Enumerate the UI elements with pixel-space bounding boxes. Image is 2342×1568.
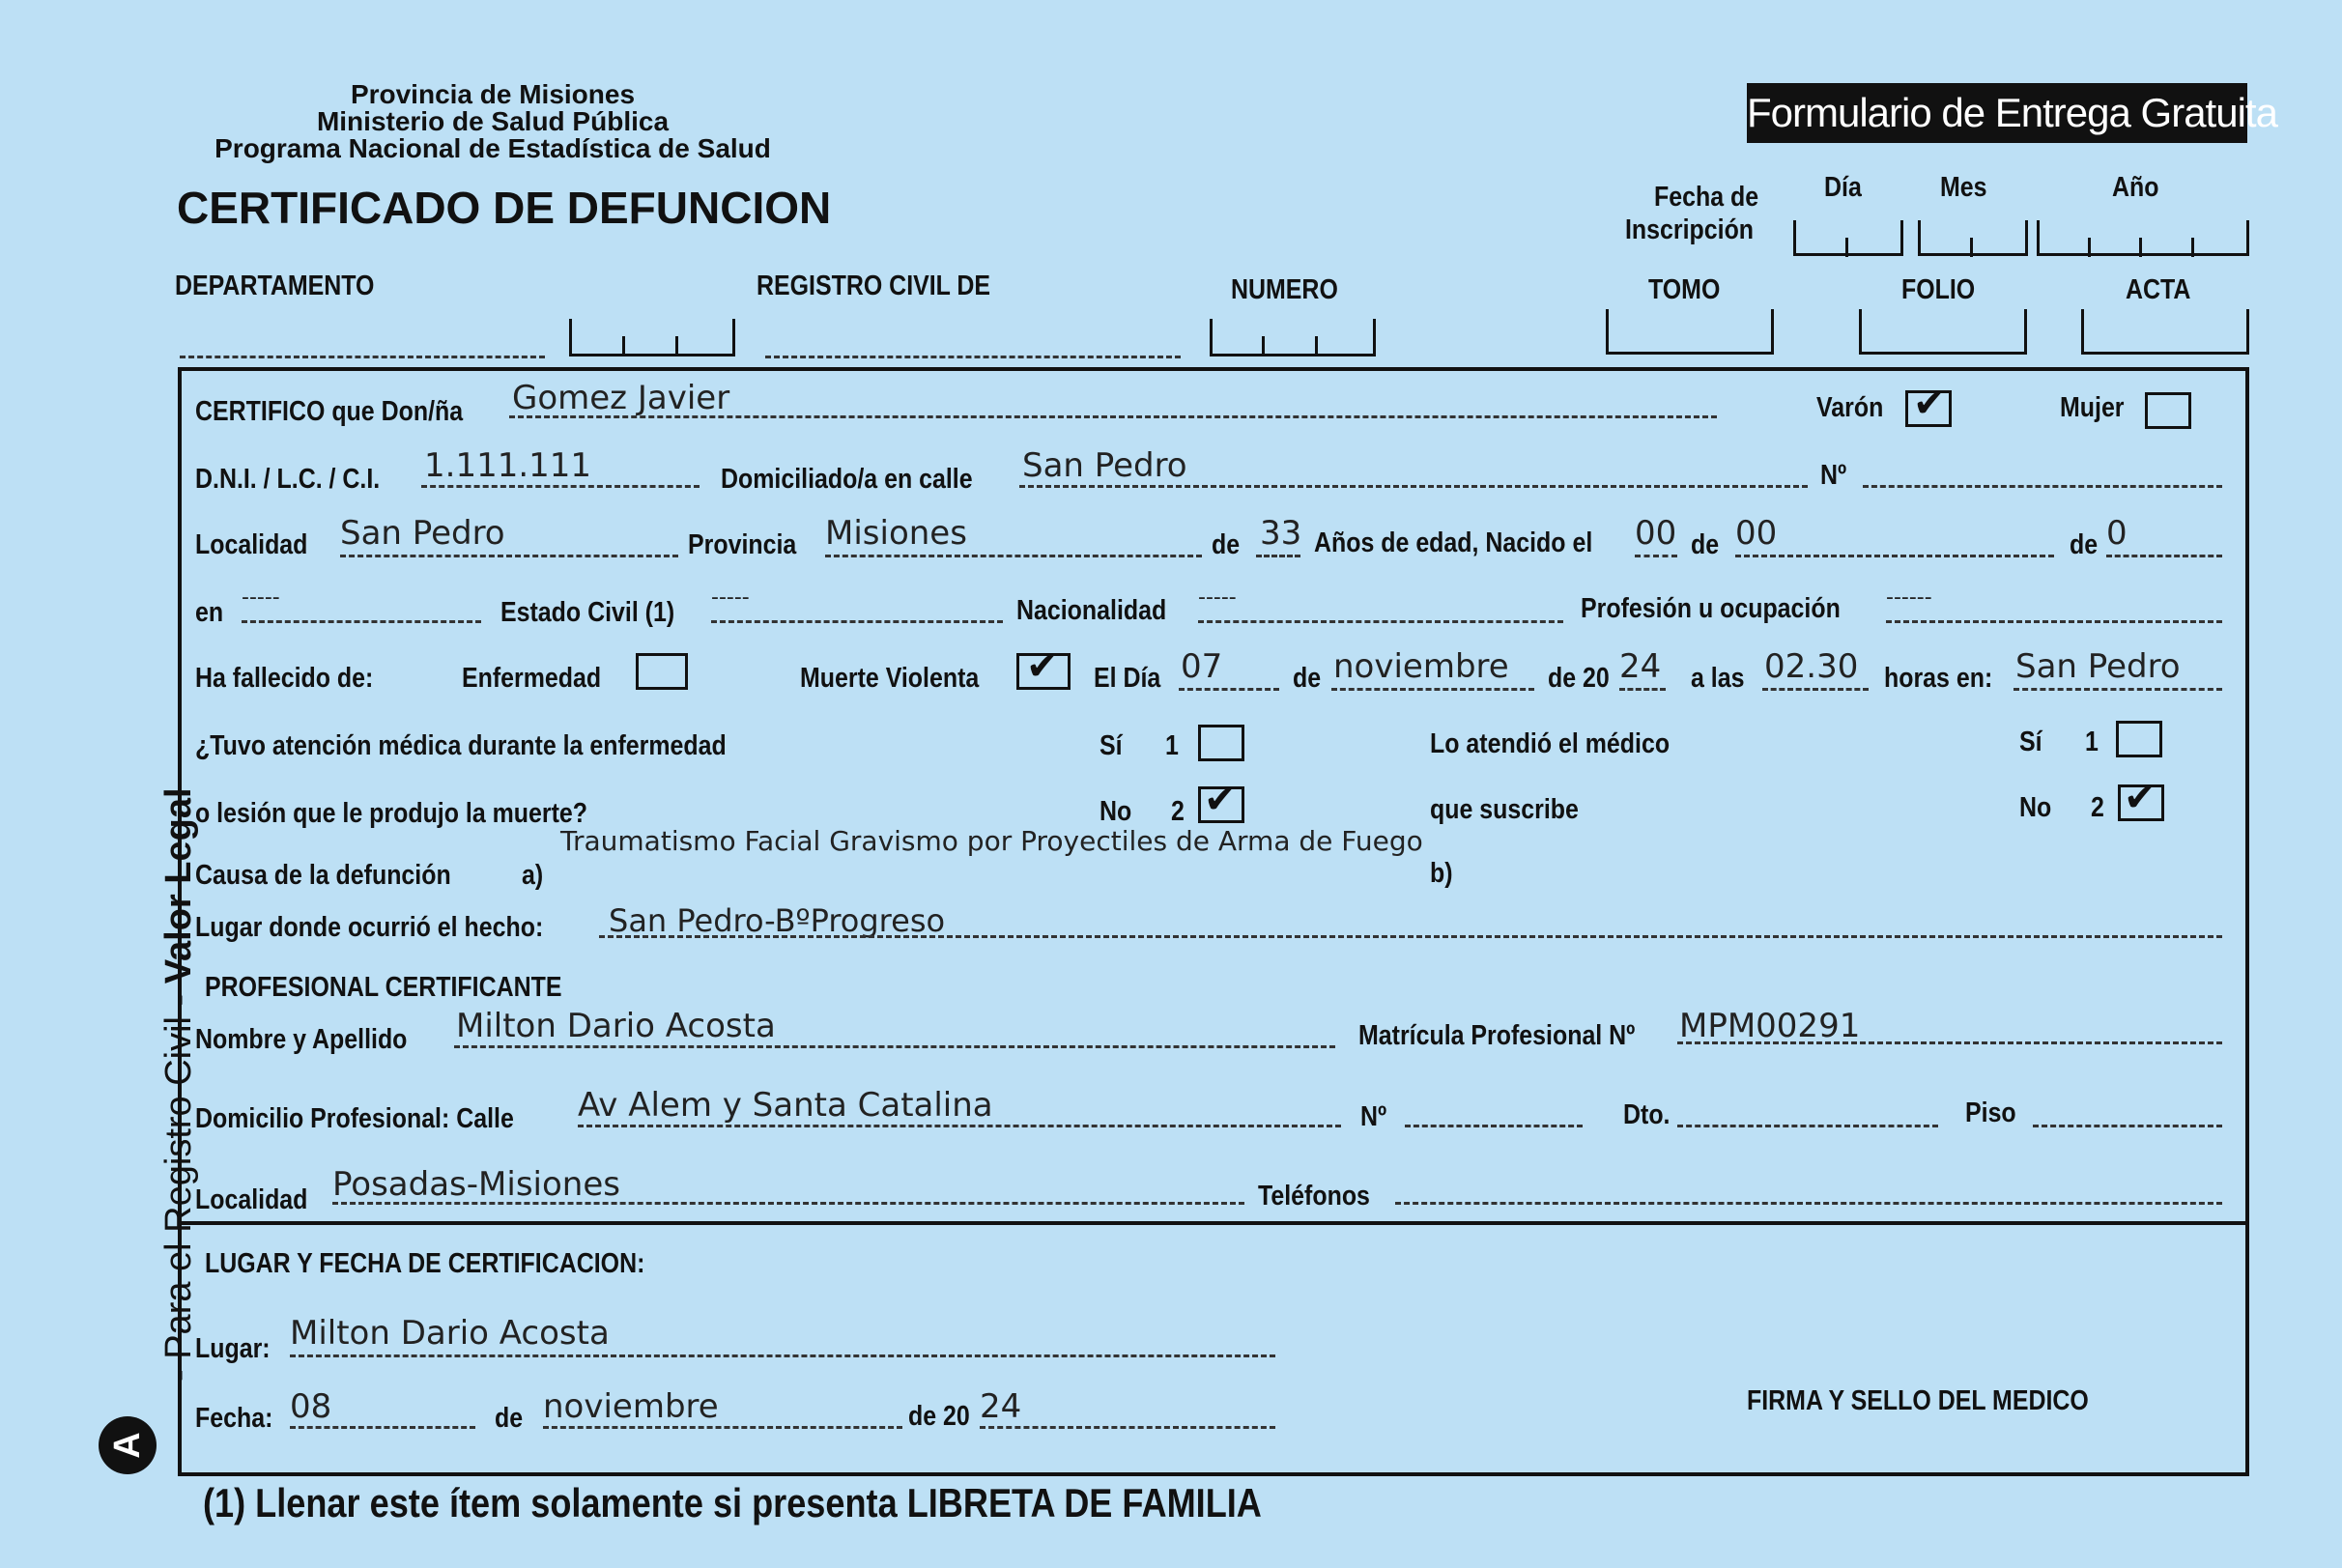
certificacion-lugar-value[interactable]: Milton Dario Acosta [290, 1314, 610, 1353]
header-program: Programa Nacional de Estadística de Salud [214, 133, 771, 163]
causa-b-label: b) [1430, 858, 1453, 889]
atencion-si-1: 1 [1165, 730, 1179, 761]
edad-label: Años de edad, Nacido el [1314, 527, 1593, 558]
domicilio-value[interactable]: San Pedro [1022, 446, 1187, 485]
header-ministry: Ministerio de Salud Pública [316, 106, 670, 136]
atendio-question-1: Lo atendió el médico [1430, 728, 1671, 759]
atencion-question-2: o lesión que le produjo la muerte? [195, 798, 588, 829]
certifico-label: CERTIFICO que Don/ña [195, 396, 464, 427]
registro-civil-line[interactable] [765, 356, 1181, 358]
dni-value[interactable]: 1.111.111 [424, 446, 592, 485]
nacimiento-dia[interactable]: 00 [1635, 514, 1677, 553]
varon-label: Varón [1816, 392, 1884, 423]
en-value[interactable]: ----- [242, 585, 280, 610]
document-title: CERTIFICADO DE DEFUNCION [177, 183, 832, 233]
nacimiento-de-label-2: de [2070, 529, 2099, 560]
profesional-domicilio-value[interactable]: Av Alem y Santa Catalina [578, 1086, 993, 1125]
anio-box[interactable] [2037, 220, 2249, 256]
varon-check-icon: ✔ [1913, 382, 1946, 426]
folio-label: FOLIO [1901, 274, 1976, 305]
localidad-value[interactable]: San Pedro [340, 514, 505, 553]
anio-label: Año [2112, 172, 2159, 203]
estado-civil-label: Estado Civil (1) [500, 597, 675, 628]
nacimiento-de-label-1: de [1691, 529, 1720, 560]
side-text-bold: Valor Legal [158, 787, 199, 984]
matricula-value[interactable]: MPM00291 [1679, 1007, 1861, 1045]
profesion-label: Profesión u ocupación [1581, 593, 1841, 624]
acta-label: ACTA [2126, 274, 2191, 305]
numero-box[interactable] [1210, 319, 1376, 356]
atencion-no-2: 2 [1171, 796, 1185, 827]
side-legal-text [157, 787, 200, 1382]
mujer-checkbox[interactable] [2145, 392, 2191, 429]
causa-label: Causa de la defunción [195, 860, 451, 891]
el-dia-label: El Día [1094, 663, 1161, 694]
fecha-inscripcion-label2: Inscripción [1625, 214, 1755, 245]
nacionalidad-value[interactable]: ----- [1198, 585, 1237, 610]
section-divider [178, 1221, 2245, 1225]
profesional-domicilio-label: Domicilio Profesional: Calle [195, 1103, 514, 1134]
domicilio-nro-label: Nº [1820, 460, 1847, 491]
estado-civil-value[interactable]: ----- [711, 585, 750, 610]
side-text-normal: - Para el Registro Civil - [158, 984, 199, 1382]
atendio-si-1: 1 [2085, 727, 2099, 757]
free-form-badge: Formulario de Entrega Gratuita [1747, 83, 2247, 143]
profesional-localidad-label: Localidad [195, 1184, 308, 1215]
fallecimiento-lugar[interactable]: San Pedro [2015, 647, 2181, 686]
telefonos-line[interactable] [1395, 1202, 2222, 1205]
atendio-no-2: 2 [2091, 792, 2104, 823]
edad-value[interactable]: 33 [1260, 514, 1302, 553]
nacimiento-mes[interactable]: 00 [1735, 514, 1778, 553]
atencion-question-1: ¿Tuvo atención médica durante la enfermedad [195, 730, 727, 761]
a-las-label: a las [1691, 663, 1745, 694]
dia-box[interactable] [1793, 220, 1903, 256]
profesional-nombre-label: Nombre y Apellido [195, 1024, 408, 1055]
domicilio-label: Domiciliado/a en calle [721, 464, 973, 495]
enfermedad-checkbox[interactable] [636, 653, 688, 690]
registro-civil-label: REGISTRO CIVIL DE [757, 271, 991, 301]
enfermedad-label: Enfermedad [462, 663, 602, 694]
profesional-dto-line[interactable] [1677, 1125, 1938, 1127]
dni-label: D.N.I. / L.C. / C.I. [195, 464, 381, 495]
atencion-si-label: Sí [1100, 730, 1123, 761]
atencion-no-label: No [1100, 796, 1132, 827]
hecho-label: Lugar donde ocurrió el hecho: [195, 912, 544, 943]
departamento-box[interactable] [569, 319, 735, 356]
side-circle-a: A [99, 1416, 157, 1474]
edad-de-label: de [1212, 529, 1241, 560]
fecha-inscripcion-label1: Fecha de [1654, 182, 1759, 213]
profesional-nro-line[interactable] [1405, 1125, 1583, 1127]
hecho-value[interactable]: San Pedro-BºProgreso [609, 902, 946, 939]
dia-label: Día [1824, 172, 1862, 203]
profesion-value[interactable]: ------ [1886, 585, 1932, 610]
mes-box[interactable] [1918, 220, 2028, 256]
en-label: en [195, 597, 224, 628]
telefonos-label: Teléfonos [1258, 1181, 1370, 1212]
footnote: (1) Llenar este ítem solamente si presenta LIBRETA DE FAMILIA [203, 1480, 1262, 1525]
header-province: Provincia de Misiones [350, 79, 636, 109]
firma-sello-label: FIRMA Y SELLO DEL MEDICO [1747, 1385, 2089, 1416]
certificacion-fecha-label: Fecha: [195, 1403, 273, 1434]
certificacion-de20-label: de 20 [908, 1401, 970, 1432]
fallecido-label: Ha fallecido de: [195, 663, 374, 694]
acta-box[interactable] [2081, 309, 2249, 355]
fallecimiento-de20-label: de 20 [1548, 663, 1610, 694]
profesional-dto-label: Dto. [1623, 1099, 1671, 1130]
departamento-label: DEPARTAMENTO [175, 271, 375, 301]
certificacion-fecha-mes[interactable]: noviembre [543, 1387, 719, 1426]
fallecimiento-de-label: de [1293, 663, 1322, 694]
atendio-question-2: que suscribe [1430, 794, 1579, 825]
tomo-label: TOMO [1648, 274, 1721, 305]
profesional-nombre-value[interactable]: Milton Dario Acosta [456, 1007, 776, 1045]
atendio-no-check-icon: ✔ [2124, 776, 2156, 820]
certificacion-title: LUGAR Y FECHA DE CERTIFICACION: [205, 1248, 645, 1279]
muerte-violenta-label: Muerte Violenta [800, 663, 980, 694]
mes-label: Mes [1940, 172, 1987, 203]
fallecimiento-anio[interactable]: 24 [1619, 647, 1662, 686]
tomo-box[interactable] [1606, 309, 1774, 355]
atendio-si-label: Sí [2019, 727, 2042, 757]
profesional-piso-line[interactable] [2033, 1125, 2222, 1127]
certificacion-fecha-dia[interactable]: 08 [290, 1387, 332, 1426]
profesional-localidad-value[interactable]: Posadas-Misiones [332, 1165, 620, 1204]
profesional-title: PROFESIONAL CERTIFICANTE [205, 972, 562, 1003]
profesional-nro-label: Nº [1360, 1101, 1387, 1132]
atendio-no-label: No [2019, 792, 2052, 823]
numero-label: NUMERO [1231, 274, 1338, 305]
muerte-violenta-check-icon: ✔ [1026, 644, 1059, 689]
certificacion-de-label: de [495, 1403, 524, 1434]
provincia-label: Provincia [688, 529, 797, 560]
atencion-no-check-icon: ✔ [1204, 778, 1237, 822]
horas-en-label: horas en: [1884, 663, 1993, 694]
localidad-label: Localidad [195, 529, 308, 560]
provincia-value[interactable]: Misiones [825, 514, 967, 553]
fallecimiento-dia[interactable]: 07 [1181, 647, 1223, 686]
departamento-line[interactable] [180, 356, 545, 358]
nacionalidad-label: Nacionalidad [1016, 595, 1167, 626]
fallecimiento-mes[interactable]: noviembre [1333, 647, 1509, 686]
certificacion-fecha-anio[interactable]: 24 [980, 1387, 1022, 1426]
nacimiento-anio[interactable]: 0 [2106, 514, 2128, 553]
causa-a-label: a) [522, 860, 544, 891]
certifico-value[interactable]: Gomez Javier [512, 379, 730, 417]
atencion-si-checkbox[interactable] [1198, 725, 1244, 761]
fallecimiento-hora[interactable]: 02.30 [1764, 647, 1859, 686]
domicilio-nro-line[interactable] [1863, 485, 2222, 488]
certificacion-lugar-label: Lugar: [195, 1333, 271, 1364]
atendio-si-checkbox[interactable] [2116, 721, 2162, 757]
profesional-piso-label: Piso [1965, 1098, 2016, 1128]
causa-value[interactable]: Traumatismo Facial Gravismo por Proyectiles de Arma de Fuego [560, 825, 1423, 857]
matricula-label: Matrícula Profesional Nº [1358, 1020, 1636, 1051]
mujer-label: Mujer [2060, 392, 2125, 423]
folio-box[interactable] [1859, 309, 2027, 355]
